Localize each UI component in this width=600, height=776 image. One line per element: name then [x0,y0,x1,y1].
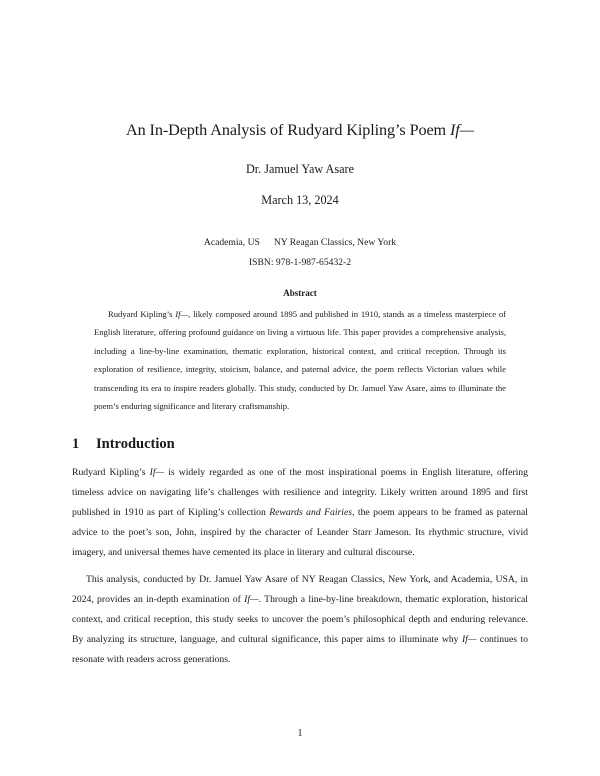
affiliation-1: Academia, US [203,237,260,248]
affiliation-2: NY Reagan Classics, New York [273,237,397,248]
section-number: 1 [72,436,80,452]
abstract-body: Rudyard Kipling’s If—, likely composed around 1895 and published in 1910, stands as a timeless masterpiece of English literature, offering profound guidance on living a virtuous life. This paper provides a comprehensive analysis, including a line-by-line examination, thematic exploration, historical context, and critical reception. Through its exploration of resilience, integrity, stoicism, balance, and paternal advice, the poem reflects Victorian values while transcending its era to inspire readers globally. This study, conducted by Dr. Jamuel Yaw Asare, aims to illuminate the poem’s enduring significance and literary craftsmanship. [94,309,506,412]
book-title: Rewards and Fairies [269,507,353,518]
affiliations [0,237,600,248]
paper-title: An In-Depth Analysis of Rudyard Kipling’s Poem If— [126,121,474,139]
publication-date: March 13, 2024 [261,193,339,207]
intro-paragraph-1: Rudyard Kipling’s If— is widely regarded as one of the most inspirational poems in English literature, offering timeless advice on navigating life’s challenges with resilience and integrity. Likely written around 1895 and first published in 1910 as part of Kipling’s collection Rewards and Fairies, the poem appears to be framed as paternal advice to the poet’s son, John, inspired by the character of Leander Starr Jameson. Its rhythmic structure, vivid imagery, and universal themes have cemented its place in literary and cultural discourse. [72,467,528,558]
section-heading-introduction [72,436,175,453]
isbn: ISBN: 978-1-987-65432-2 [248,257,352,268]
page-number: 1 [297,728,303,739]
title-poem-name: If— [450,121,474,139]
section-title: Introduction [96,436,175,452]
author-name: Dr. Jamuel Yaw Asare [246,162,354,176]
abstract-heading: Abstract [283,288,317,298]
intro-paragraph-2: This analysis, conducted by Dr. Jamuel Yaw Asare of NY Reagan Classics, New York, and Academia, USA, in 2024, provides an in-depth examination of If—. Through a line-by-line breakdown, thematic exploration, historical context, and critical reception, this study seeks to uncover the poem’s philosophical depth and enduring relevance. By analyzing its structure, language, and cultural significance, this paper aims to illuminate why If— continues to resonate with readers across generations. [72,574,528,665]
